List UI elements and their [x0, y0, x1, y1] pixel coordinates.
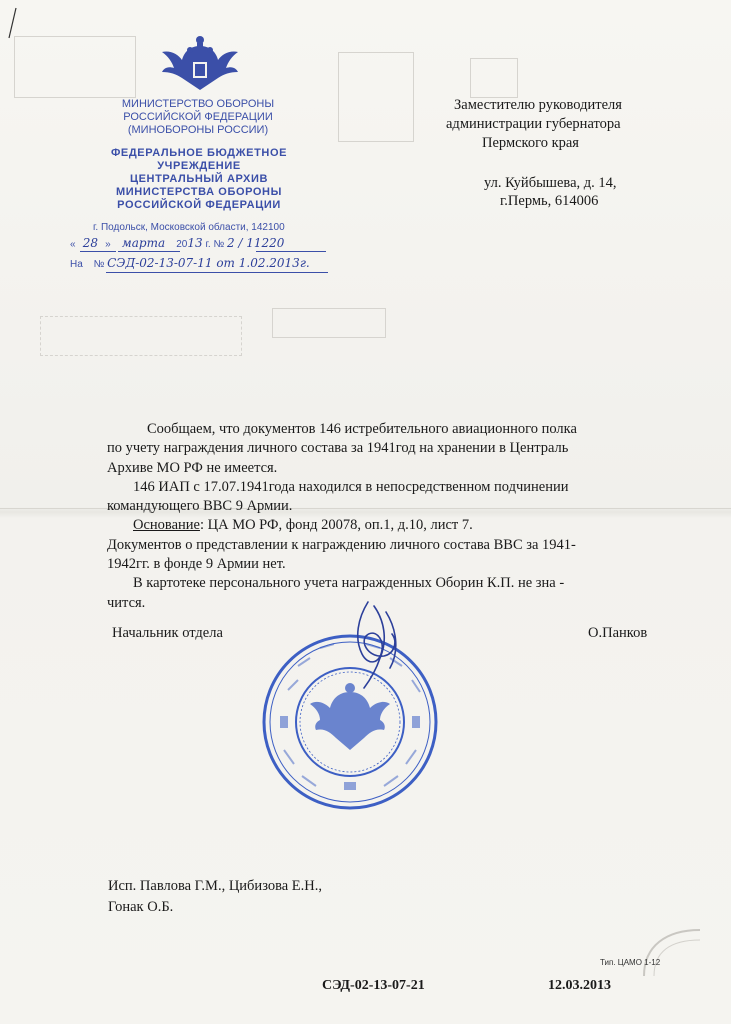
year-prefix: 20: [176, 239, 188, 250]
archive-line: УЧРЕЖДЕНИЕ: [157, 160, 241, 172]
underline: [106, 272, 328, 273]
ghost-envelope-box: [470, 58, 518, 98]
faint-round-stamp-icon: [640, 926, 704, 980]
pen-mark-icon: [6, 6, 18, 40]
year-suffix: 13: [187, 236, 203, 250]
year-unit: г.: [205, 239, 211, 250]
basis-text: : ЦА МО РФ, фонд 20078, оп.1, д.10, лист 7.: [199, 517, 473, 534]
addressee-line: администрации губернатора: [446, 116, 621, 132]
archive-line: ФЕДЕРАЛЬНОЕ БЮДЖЕТНОЕ: [110, 147, 288, 159]
basis-line: [107, 516, 667, 535]
letter-body: [107, 420, 667, 613]
signatory-position: Начальник отдела: [112, 625, 223, 641]
archive-name: [90, 147, 308, 212]
ghost-envelope-box: [40, 316, 242, 356]
underline: [118, 251, 180, 252]
ministry-line: (МИНОБОРОНЫ РОССИИ): [127, 124, 269, 136]
body-line: командующего ВВС 9 Армии.: [107, 498, 293, 515]
underline: [80, 251, 116, 252]
executors: [108, 876, 322, 918]
archive-line: МИНИСТЕРСТВА ОБОРОНЫ: [116, 186, 282, 198]
ghost-envelope-box: [14, 36, 136, 98]
double-headed-eagle-emblem-icon: [160, 32, 240, 94]
addressee-line: Заместителю руководителя: [454, 97, 622, 113]
date-day: 28: [82, 236, 98, 250]
executor-line: Гонак О.Б.: [108, 899, 174, 915]
reference-number: СЭД-02-13-07-11 от 1.02.2013г.: [107, 256, 310, 270]
number-label: №: [213, 239, 225, 250]
document-date: 12.03.2013: [548, 978, 611, 993]
body-line: по учету награждения личного состава за 1941год на хранении в Централь: [107, 440, 569, 457]
address-line: ул. Куйбышева, д. 14,: [484, 175, 617, 191]
body-line: Архиве МО РФ не имеется.: [107, 459, 278, 476]
print-type-label: Тип. ЦАМО 1-12: [600, 958, 661, 967]
underline: [256, 251, 326, 252]
ref-label: На: [70, 259, 83, 270]
ghost-envelope-box: [338, 52, 414, 142]
archive-address: г. Подольск, Московской области, 142100: [93, 222, 285, 233]
ministry-name: [96, 98, 300, 137]
ministry-line: РОССИЙСКОЙ ФЕДЕРАЦИИ: [123, 111, 273, 123]
outgoing-number: 2 / 11220: [226, 236, 285, 250]
ref-number-label: №: [93, 259, 105, 270]
basis-label: Основание: [133, 517, 200, 534]
body-line: Документов о представлении к награждению личного состава ВВС за 1941-: [107, 536, 576, 553]
quote-close: »: [105, 239, 111, 250]
body-line: 1942гг. в фонде 9 Армии нет.: [107, 556, 286, 573]
body-line: 146 ИАП с 17.07.1941года находился в непосредственном подчинении: [133, 478, 569, 495]
handwritten-signature-icon: [340, 598, 410, 690]
executor-line: Исп. Павлова Г.М., Цибизова Е.Н.,: [108, 878, 323, 894]
date-month: марта: [121, 236, 166, 250]
body-line: Сообщаем, что документов 146 истребительного авиационного полка: [147, 421, 577, 437]
ghost-envelope-box: [272, 308, 386, 338]
ministry-line: МИНИСТЕРСТВО ОБОРОНЫ: [121, 98, 275, 110]
document-code: СЭД-02-13-07-21: [322, 978, 425, 993]
addressee-line: Пермского края: [482, 135, 579, 151]
archive-line: ЦЕНТРАЛЬНЫЙ АРХИВ: [129, 173, 269, 185]
address-line: г.Пермь, 614006: [500, 193, 599, 209]
quote-open: «: [70, 239, 76, 250]
body-line: чится.: [107, 594, 146, 611]
body-line: В картотеке персонального учета награжденных Оборин К.П. не зна -: [133, 575, 565, 592]
archive-line: РОССИЙСКОЙ ФЕДЕРАЦИИ: [117, 199, 281, 211]
signatory-name: О.Панков: [588, 625, 648, 641]
